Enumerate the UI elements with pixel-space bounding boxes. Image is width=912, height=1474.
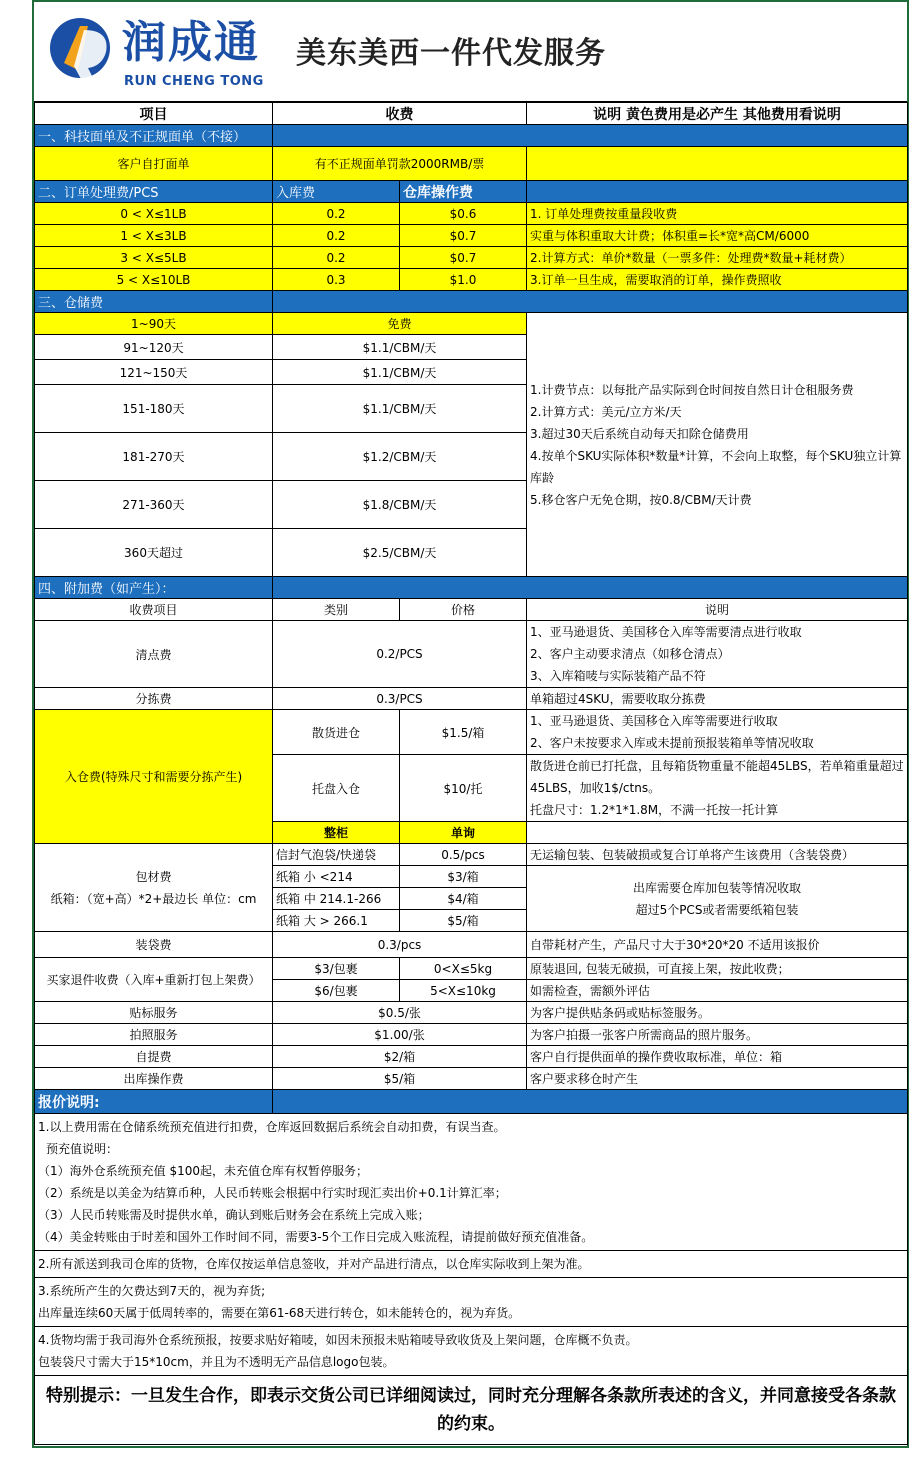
table-row: 271-360天 $1.8/CBM/天 (35, 481, 908, 529)
table-row: 1~90天 免费 1.计费节点：以每批产品实际到仓时间按自然日计仓租服务费 2.计算方式：美元/立方米/天 3.超过30天后系统自动每天扣除仓储费用 4.按单个SKU实际体积*数量*计算，不会向上取整，每个SKU独立计算库龄 5.移仓客户无免仓期，按0.8/CBM/天计费 (35, 313, 908, 335)
header (34, 2, 907, 102)
table-row: 5 < X≤10LB 0.3 $1.0 3.订单一旦生成，需要取消的订单，操作费照收 (35, 269, 908, 291)
table-row: 自提费 $2/箱 客户自行提供面单的操作费收取标准，单位：箱 (35, 1046, 908, 1068)
logo-text: 润成通 (122, 17, 260, 68)
table-row: 360天超过 $2.5/CBM/天 (35, 529, 908, 577)
table-row: 拍照服务 $1.00/张 为客户拍摄一张客户所需商品的照片服务。 (35, 1024, 908, 1046)
section-title: 一、科技面单及不正规面单（不接） (35, 125, 273, 147)
section-title: 四、附加费（如产生）： (35, 577, 273, 599)
quote-note: 4.货物均需于我司海外仓系统预报，按要求贴好箱唛，如因未预报未贴箱唛导致收货及上架问题，仓库概不负责。 包装袋尺寸需大于15*10cm，并且为不透明无产品信息logo包装。 (35, 1327, 908, 1376)
table-row: 贴标服务 $0.5/张 为客户提供贴条码或贴标签服务。 (35, 1002, 908, 1024)
table-row: 3 < X≤5LB 0.2 $0.7 2.计算方式：单价*数量（一票多件：处理费*数量+耗材费） (35, 247, 908, 269)
section-header (35, 291, 908, 313)
price-sheet (32, 0, 909, 1448)
table-row: $6/包裹 5<X≤10kg 如需检查，需额外评估 (35, 980, 908, 1002)
table-row: 分拣费 0.3/PCS 单箱超过4SKU，需要收取分拣费 (35, 688, 908, 710)
table-row: 181-270天 $1.2/CBM/天 (35, 433, 908, 481)
table-row: 121~150天 $1.1/CBM/天 (35, 360, 908, 385)
special-notice: 特别提示：一旦发生合作，即表示交货公司已详细阅读过，同时充分理解各条款所表述的含义，并同意接受各条款的约束。 (35, 1376, 908, 1445)
section-header (35, 125, 908, 147)
table-header-row (35, 103, 908, 125)
section-title: 三、仓储费 (35, 291, 273, 313)
col-note-header: 说明 黄色费用是必产生 其他费用看说明 (527, 103, 908, 125)
table-row: 入仓费(特殊尺寸和需要分拣产生) 散货进仓 $1.5/箱 1、亚马逊退货、美国移仓入库等需要进行收取 2、客户未按要求入库或未提前预报装箱单等情况收取 (35, 710, 908, 755)
table-row: 买家退件收费（入库+重新打包上架费） $3/包裹 0<X≤5kg 原装退回, 包装无破损，可直接上架，按此收费； (35, 958, 908, 980)
section-title: 二、订单处理费/PCS (35, 181, 273, 203)
table-row: 整柜 单询 (35, 822, 908, 844)
section-header (35, 1090, 908, 1114)
table-row: 151-180天 $1.1/CBM/天 (35, 385, 908, 433)
table-row: 1 < X≤3LB 0.2 $0.7 实重与体积重取大计费；体积重=长*宽*高CM/6000 (35, 225, 908, 247)
table-row: 纸箱 大 > 266.1 $5/箱 (35, 910, 908, 932)
col-item-header: 项目 (35, 103, 273, 125)
table-row: 出库操作费 $5/箱 客户要求移仓时产生 (35, 1068, 908, 1090)
table-row: 91~120天 $1.1/CBM/天 (35, 335, 908, 360)
page-title: 美东美西一件代发服务 (296, 36, 606, 71)
quote-note: 2.所有派送到我司仓库的货物，仓库仅按运单信息签收，并对产品进行清点，以仓库实际收到上架为准。 (35, 1251, 908, 1278)
storage-notes: 1.计费节点：以每批产品实际到仓时间按自然日计仓租服务费 2.计算方式：美元/立方米/天 3.超过30天后系统自动每天扣除仓储费用 4.按单个SKU实际体积*数量*计算，不会向上取整，每个SKU独立计算库龄 5.移仓客户无免仓期，按0.8/CBM/天计费 (527, 313, 908, 577)
section-title: 报价说明: (35, 1090, 273, 1114)
table-row: 清点费 0.2/PCS 1、亚马逊退货、美国移仓入库等需要清点进行收取 2、客户主动要求清点（如移仓清点） 3、入库箱唛与实际装箱产品不符 (35, 621, 908, 688)
logo-subtitle: RUN CHENG TONG (124, 74, 264, 89)
table-row: 装袋费 0.3/pcs 自带耗材产生，产品尺寸大于30*20*20 不适用该报价 (35, 932, 908, 958)
table-row: 0 < X≤1LB 0.2 $0.6 1. 订单处理费按重量段收费 (35, 203, 908, 225)
section-header (35, 577, 908, 599)
quote-note: 3.系统所产生的欠费达到7天的，视为弃货; 出库量连续60天属于低周转率的，需要在第61-68天进行转仓，如未能转仓的，视为弃货。 (35, 1278, 908, 1327)
addon-header-row: 收费项目 类别 价格 说明 (35, 599, 908, 621)
table-row: 包材费 纸箱：（宽+高）*2+最边长 单位：cm 信封气泡袋/快递袋 0.5/pcs 无运输包装、包装破损或复合订单将产生该费用（含装袋费） (35, 844, 908, 866)
table-row: 托盘入仓 $10/托 散货进仓前已打托盘，且每箱货物重量不能超45LBS，若单箱重量超过45LBS，加收1$/ctns。 托盘尺寸：1.2*1*1.8M，不满一托按一托计算 (35, 755, 908, 822)
quote-note: 1.以上费用需在仓储系统预充值进行扣费，仓库返回数据后系统会自动扣费，有误当查。 预充值说明： （1）海外仓系统预充值 $100起，未充值仓库有权暂停服务； （2）系统是以美金为结算币种，人民币转账会根据中行实时现汇卖出价+0.1计算汇率； （3）人民币转账需及时提供水单，确认到账后财务会在系统上完成入账； （4）美金转账由于时差和国外工作时间不同，需要3-5个工作日完成入账流程，请提前做好预充值准备。 (35, 1114, 908, 1251)
table-row: 纸箱 小 <214 $3/箱 出库需要仓库加包装等情况收取 超过5个PCS或者需要纸箱包装 (35, 866, 908, 888)
col-fee-header: 收费 (273, 103, 527, 125)
table-row: 纸箱 中 214.1-266 $4/箱 (35, 888, 908, 910)
table-row: 客户自打面单 有不正规面单罚款2000RMB/票 (35, 147, 908, 181)
special-notice-row (35, 1376, 908, 1445)
section-header: 二、订单处理费/PCS 入库费 仓库操作费 (35, 181, 908, 203)
price-table (34, 102, 908, 1445)
